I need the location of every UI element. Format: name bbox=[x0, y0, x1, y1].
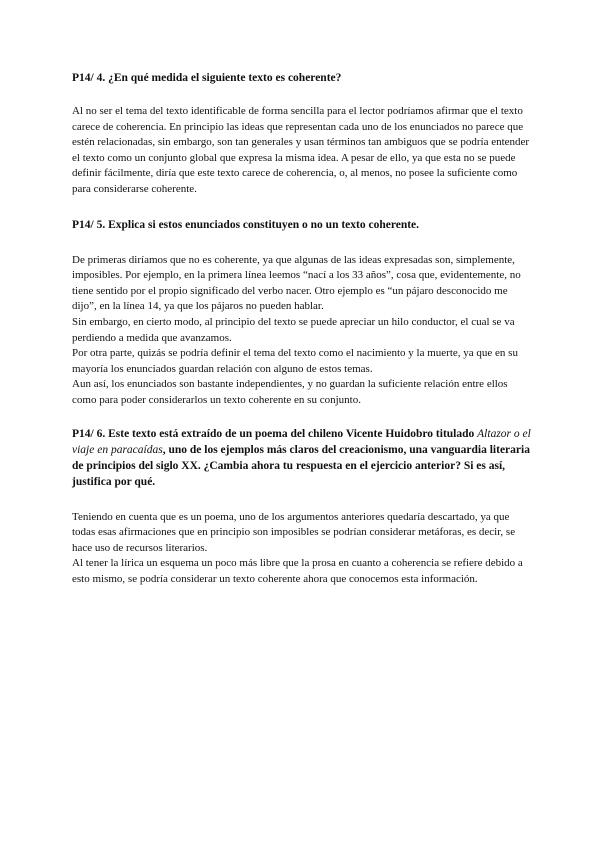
question-5-answer-p4: Aun así, los enunciados son bastante independientes, y no guardan la suficiente relación entre ellos como para poder considerarlos un texto coherente en su conjunto. bbox=[72, 378, 508, 406]
question-6-heading-rest: , uno de los ejemplos más claros del creacionismo, una vanguardia literaria de principios del siglo XX. ¿Cambia ahora tu respuesta en el ejercicio anterior? Si es así, justifica por qué. bbox=[72, 443, 530, 488]
question-6-heading-intro: P14/ 6. Este texto está extraído de un poema del chileno Vicente Huidobro titulado bbox=[72, 427, 478, 440]
question-5-answer-p1: De primeras diríamos que no es coherente, ya que algunas de las ideas expresadas son, simplemente, imposibles. Por ejemplo, en la primera línea leemos “nací a los 33 años”, cosa que, evidentemente, no tiene sentido por el propio significado del verbo nacer. Otro ejemplo es “un pájaro desconocido me dijo”, en la línea 14, ya que los pájaros no pueden hablar. bbox=[72, 253, 521, 313]
document-page bbox=[72, 70, 532, 587]
question-5-heading: P14/ 5. Explica si estos enunciados constituyen o no un texto coherente. bbox=[72, 218, 420, 231]
question-6-heading bbox=[72, 426, 532, 490]
question-6-answer-p2: Al tener la lírica un esquema un poco más libre que la prosa en cuanto a coherencia se refiere debido a esto mismo, se podría considerar un texto coherente ahora que conocemos esta información. bbox=[72, 557, 523, 585]
question-4-answer: Al no ser el tema del texto identificable de forma sencilla para el lector podríamos afirmar que el texto carece de coherencia. En principio las ideas que representan cada uno de los enunciados no parece que estén relacionadas, sin embargo, son tan generales y usan términos tan ambiguos que se podría entender el texto como un conjunto global que expresa la misma idea. A pesar de ello, ya que esta no se puede definir fácilmente, diría que este texto carece de coherencia, o, al menos, no posee la suficiente como para considerarse coherente. bbox=[72, 105, 530, 195]
question-5-answer-p2: Sin embargo, en cierto modo, al principio del texto se puede apreciar un hilo conductor, el cual se va perdiendo a medida que avanzamos. bbox=[72, 315, 515, 344]
question-5-answer-p3: Por otra parte, quizás se podría definir el tema del texto como el nacimiento y la muerte, ya que en su mayoría los enunciados guardan relación con alguno de estos temas. bbox=[72, 347, 518, 375]
poem-title: Altazor o el viaje en paracaídas bbox=[72, 427, 531, 456]
question-6-answer-p1: Teniendo en cuenta que es un poema, uno de los argumentos anteriores quedaría descartado, ya que todas esas afirmaciones que en principio son imposibles se podrían considerar metáforas, es decir, se hace uso de recursos literarios. bbox=[72, 510, 516, 554]
question-4-heading: P14/ 4. ¿En qué medida el siguiente texto es coherente? bbox=[72, 72, 342, 84]
